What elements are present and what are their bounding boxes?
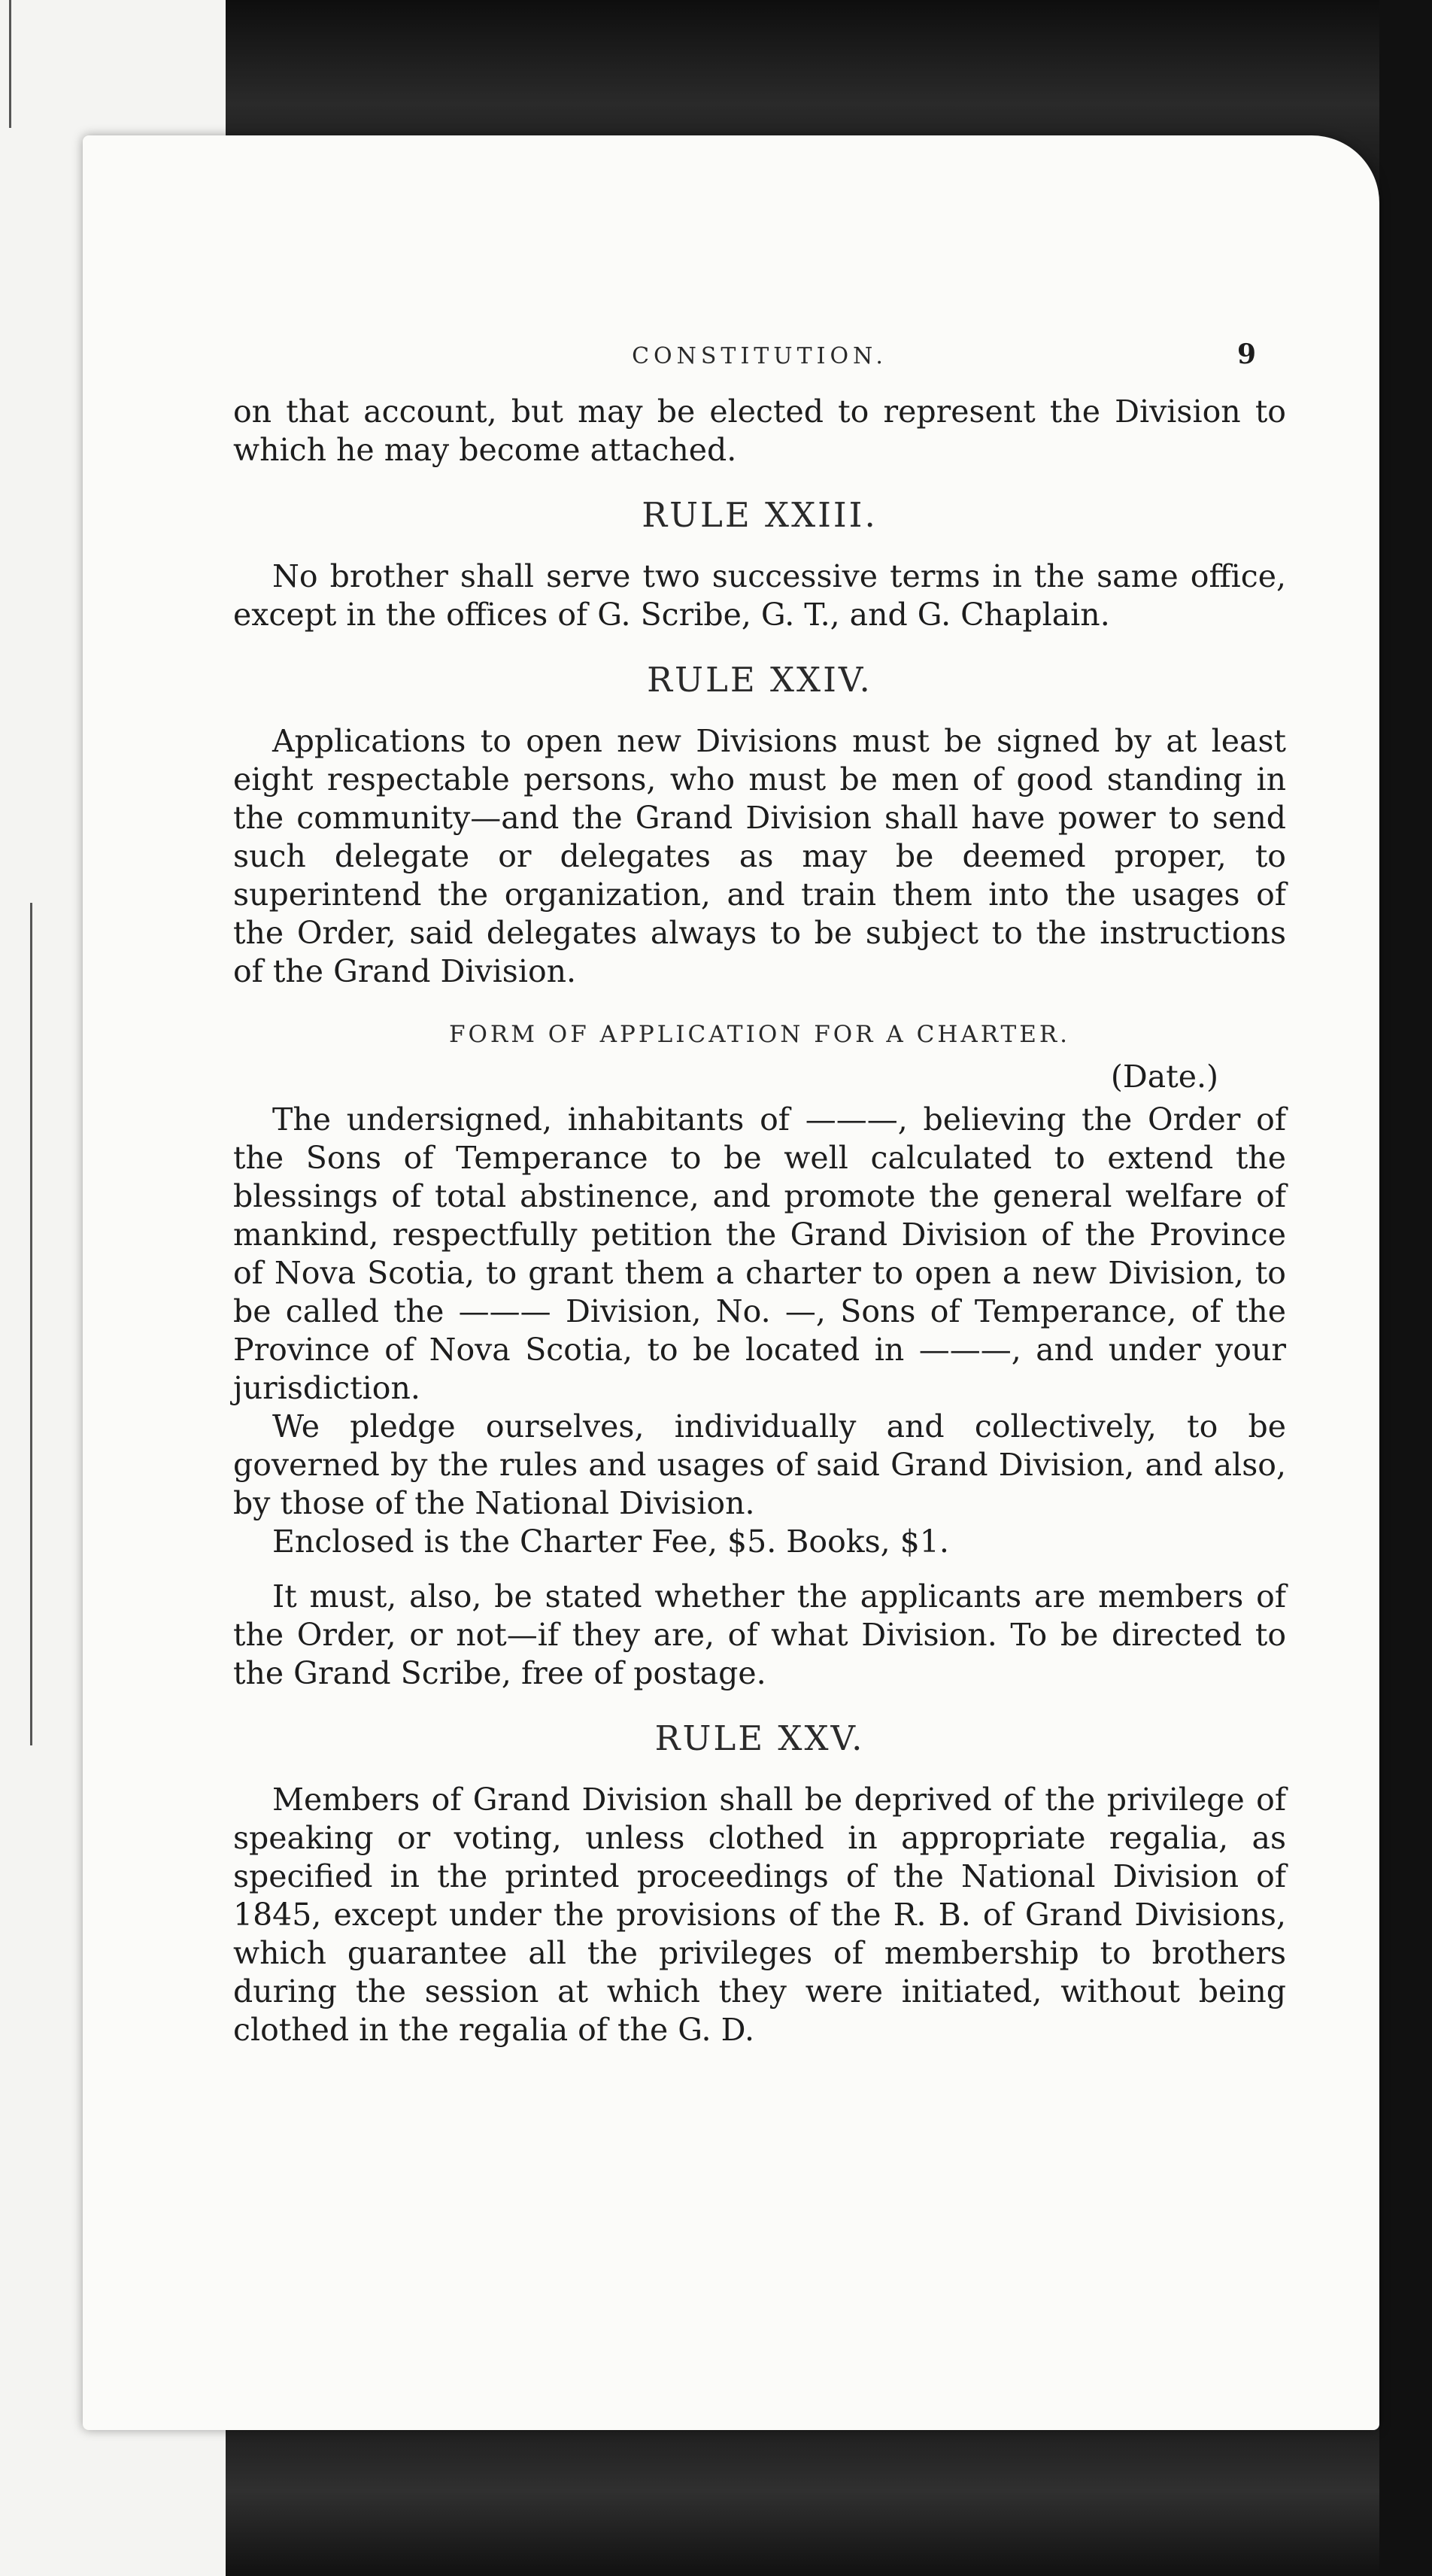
continued-paragraph: on that account, but may be elected to represent the Division to which he may become attached. [233,393,1286,468]
charter-form-heading: FORM OF APPLICATION FOR A CHARTER. [448,1021,1071,1048]
charter-form-date: (Date.) [1110,1059,1218,1095]
dark-background-right [1379,0,1432,2576]
page-content [233,339,1286,2049]
page-number: 9 [1236,339,1256,370]
running-head [233,339,1286,376]
spacer [233,1561,1286,1578]
charter-form-paragraph: The undersigned, inhabitants of ———, believing the Order of the Sons of Temperance to be well calculated to extend the blessings of total abstinence, and promote the general welfare of mankind, respectfully petition the Grand Division of the Province of Nova Scotia, to grant them a charter to open a new Division, to be called the ——— Division, No. —, Sons of Temperance, of the Province of Nova Scotia, to be located in ———, and under your jurisdiction. [233,1101,1286,1406]
rule-24-heading: RULE XXIV. [647,660,872,700]
rule-24-text: Applications to open new Divisions must be signed by at least eight respectable persons, who must be men of good standing in the community—and the Grand Division shall have power to send such delegate or delegates as may be deemed proper, to superintend the organization, and train them into the usages of the Order, said delegates always to be subject to the instructions of the Grand Division. [233,723,1286,989]
rule-23-heading: RULE XXIII. [642,495,878,535]
rule-25-text: Members of Grand Division shall be deprived of the privilege of speaking or voting, unless clothed in appropriate regalia, as specified in the printed proceedings of the National Division of 1845, except under the provisions of the R. B. of Grand Divisions, which guarantee all the privileges of membership to brothers during the session at which they were initiated, without being clothed in the regalia of the G. D. [233,1782,1286,2048]
rule-23-text: No brother shall serve two successive terms in the same office, except in the offices of G. Scribe, G. T., and G. Chaplain. [233,558,1286,633]
charter-form-pledge: We pledge ourselves, individually and collectively, to be governed by the rules and usages of said Grand Division, and also, by those of the National Division. [233,1408,1286,1521]
charter-form-note: It must, also, be stated whether the applicants are members of the Order, or not—if they are, of what Division. To be directed to the Grand Scribe, free of postage. [233,1578,1286,1691]
binding-mark [9,0,11,128]
running-title: CONSTITUTION. [632,343,887,369]
charter-form-fee: Enclosed is the Charter Fee, $5. Books, $1. [272,1523,949,1560]
book-page [83,135,1379,2430]
rule-25-heading: RULE XXV. [654,1718,865,1758]
dark-background-bottom [226,2407,1432,2576]
binding-mark [30,903,32,1745]
